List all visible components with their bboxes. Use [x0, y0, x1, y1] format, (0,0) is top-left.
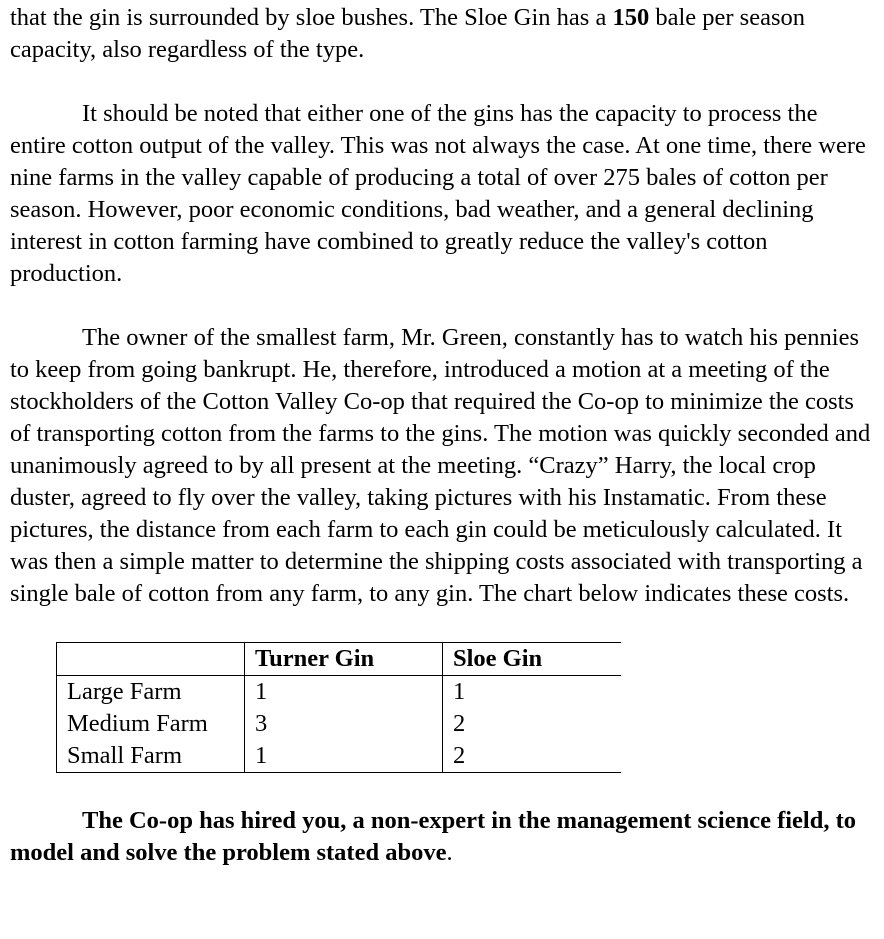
table-cell: Medium Farm — [57, 708, 245, 740]
table-cell: 1 — [443, 676, 622, 709]
paragraph-transport-costs: The owner of the smallest farm, Mr. Green, constantly has to watch his pennies to keep from going bankrupt. He, therefore, introduced a motion at a meeting of the stockholders of the Cotton Valley Co-op that required the Co-op to minimize the costs of transporting cotton from the farms to the gins. The motion was quickly seconded and unanimously agreed to by all present at the meeting. “Crazy” Harry, the local crop duster, agreed to fly over the valley, taking pictures with his Instamatic. From these pictures, the distance from each farm to each gin could be meticulously calculated. It was then a simple matter to determine the shipping costs associated with transporting a single bale of cotton from any farm, to any gin. The chart below indicates these costs. — [10, 324, 871, 607]
paragraph-gin-capacity — [10, 2, 878, 66]
table-header-cell — [57, 643, 245, 676]
table-cell: 2 — [443, 740, 622, 773]
capacity-number: 150 — [612, 4, 650, 31]
document-page — [10, 2, 878, 869]
table-cell: Large Farm — [57, 676, 245, 709]
table-header-row — [57, 643, 622, 676]
table-cell: 1 — [245, 740, 443, 773]
table-row — [57, 708, 622, 740]
table-cell: 1 — [245, 676, 443, 709]
paragraph-assignment — [10, 805, 878, 869]
shipping-cost-table — [56, 642, 621, 773]
paragraph-valley-output: It should be noted that either one of the gins has the capacity to process the entire cotton output of the valley. This was not always the case. At one time, there were nine farms in the valley capable of producing a total of over 275 bales of cotton per season. However, poor economic conditions, bad weather, and a general declining interest in cotton farming have combined to greatly reduce the valley's cotton production. — [10, 100, 866, 287]
table-cell: 2 — [443, 708, 622, 740]
paragraph-text: that the gin is surrounded by sloe bushes. The Sloe Gin has a — [10, 4, 613, 31]
table-cell: Small Farm — [57, 740, 245, 773]
table-row — [57, 676, 622, 709]
table-header-cell: Sloe Gin — [443, 643, 622, 676]
paragraph-text: . — [446, 839, 453, 866]
paragraph-text: bale per season capacity, also regardless of the type. — [10, 4, 805, 63]
table-row — [57, 740, 622, 773]
assignment-statement: The Co-op has hired you, a non-expert in the management science field, to model and solve the problem stated above — [10, 807, 856, 866]
table-header-cell: Turner Gin — [245, 643, 443, 676]
table-cell: 3 — [245, 708, 443, 740]
